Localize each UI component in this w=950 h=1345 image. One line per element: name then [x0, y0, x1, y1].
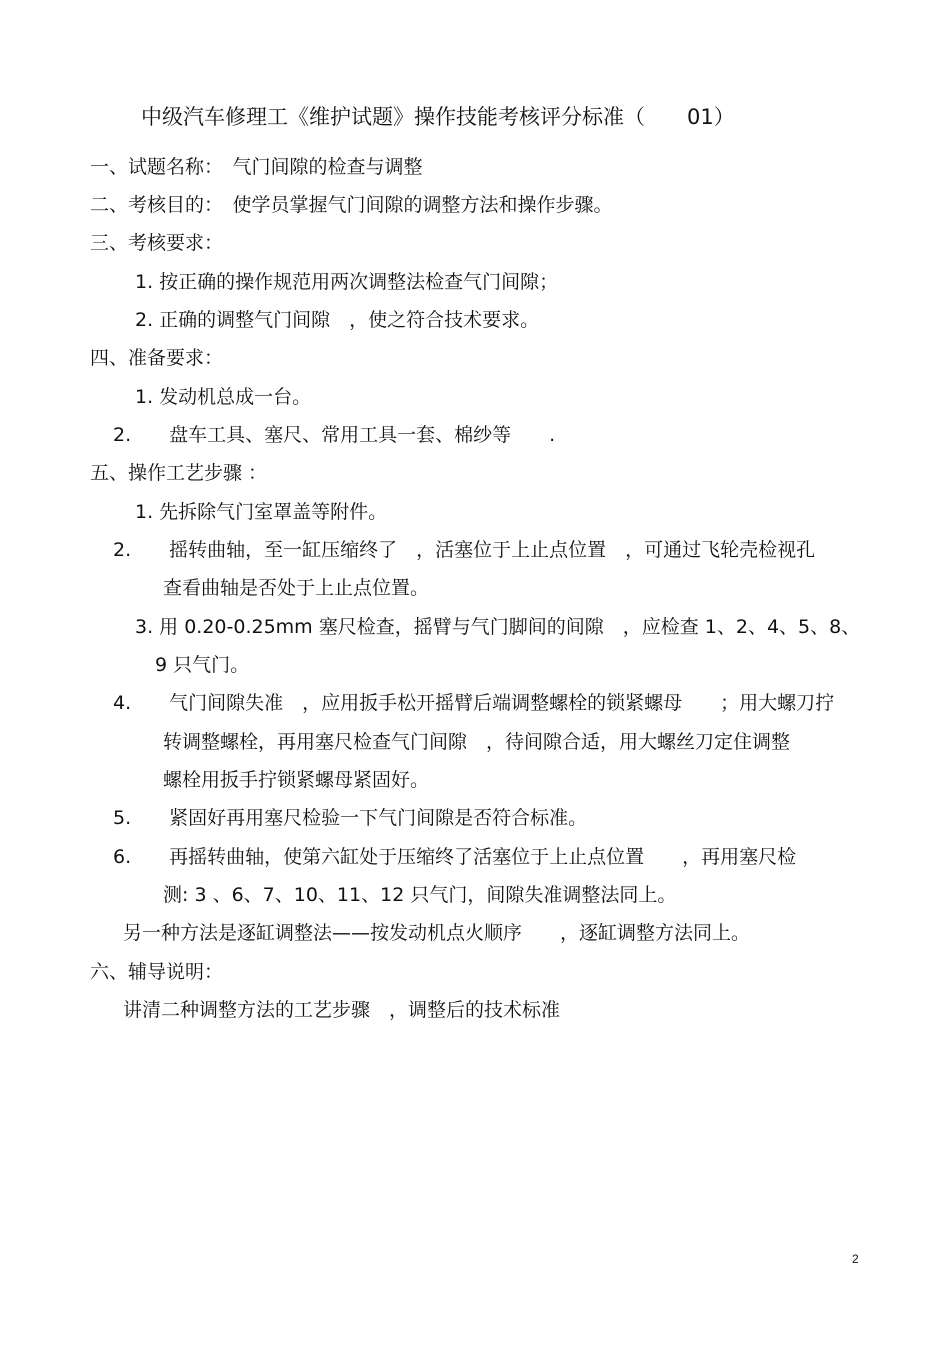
- section-1-test-name: 一、试题名称： 气门间隙的检查与调整: [90, 156, 423, 178]
- step-6-line-1: 6. 再摇转曲轴，使第六缸处于压缩终了活塞位于上止点位置 ，再用塞尺检: [113, 846, 797, 868]
- section-3-heading: 三、考核要求：: [90, 232, 224, 254]
- page-number: 2: [852, 1252, 859, 1266]
- preparation-item-2: 2. 盘车工具、塞尺、常用工具一套、棉纱等 .: [113, 424, 556, 446]
- step-3-line-1: 3. 用 0.20-0.25mm 塞尺检查，摇臂与气门脚间的间隙 ，应检查 1、2、4、5、8、: [135, 616, 861, 638]
- section-6-heading: 六、辅导说明：: [90, 961, 224, 983]
- step-2-line-1: 2. 摇转曲轴，至一缸压缩终了 ，活塞位于上止点位置 ，可通过飞轮壳检视孔: [113, 539, 816, 561]
- section-2-purpose: 二、考核目的： 使学员掌握气门间隙的调整方法和操作步骤。: [90, 194, 613, 216]
- guidance-text: 讲清二种调整方法的工艺步骤 ，调整后的技术标准: [123, 999, 561, 1021]
- requirement-item-2: 2. 正确的调整气门间隙 ，使之符合技术要求。: [135, 309, 540, 331]
- step-4-line-2: 转调整螺栓，再用塞尺检查气门间隙 ，待间隙合适，用大螺丝刀定住调整: [163, 731, 791, 753]
- section-4-heading: 四、准备要求：: [90, 347, 224, 369]
- step-5: 5. 紧固好再用塞尺检验一下气门间隙是否符合标准。: [113, 807, 588, 829]
- document-title: 中级汽车修理工《维护试题》操作技能考核评分标准（ 01）: [141, 105, 735, 129]
- section-5-heading: 五、操作工艺步骤 ：: [90, 462, 268, 484]
- preparation-item-1: 1. 发动机总成一台。: [135, 386, 312, 408]
- step-2-line-2: 查看曲轴是否处于上止点位置。: [163, 577, 430, 599]
- step-4-line-1: 4. 气门间隙失准 ，应用扳手松开摇臂后端调整螺栓的锁紧螺母 ；用大螺刀拧: [113, 692, 835, 714]
- requirement-item-1: 1. 按正确的操作规范用两次调整法检查气门间隙；: [135, 271, 559, 293]
- step-1: 1. 先拆除气门室罩盖等附件。: [135, 501, 388, 523]
- step-6-line-2: 测: 3 、6、7、10、11、12 只气门，间隙失准调整法同上。: [163, 884, 677, 906]
- step-4-line-3: 螺栓用扳手拧锁紧螺母紧固好。: [163, 769, 430, 791]
- alternate-method: 另一种方法是逐缸调整法——按发动机点火顺序 ，逐缸调整方法同上。: [123, 922, 751, 944]
- step-3-line-2: 9 只气门。: [155, 654, 250, 676]
